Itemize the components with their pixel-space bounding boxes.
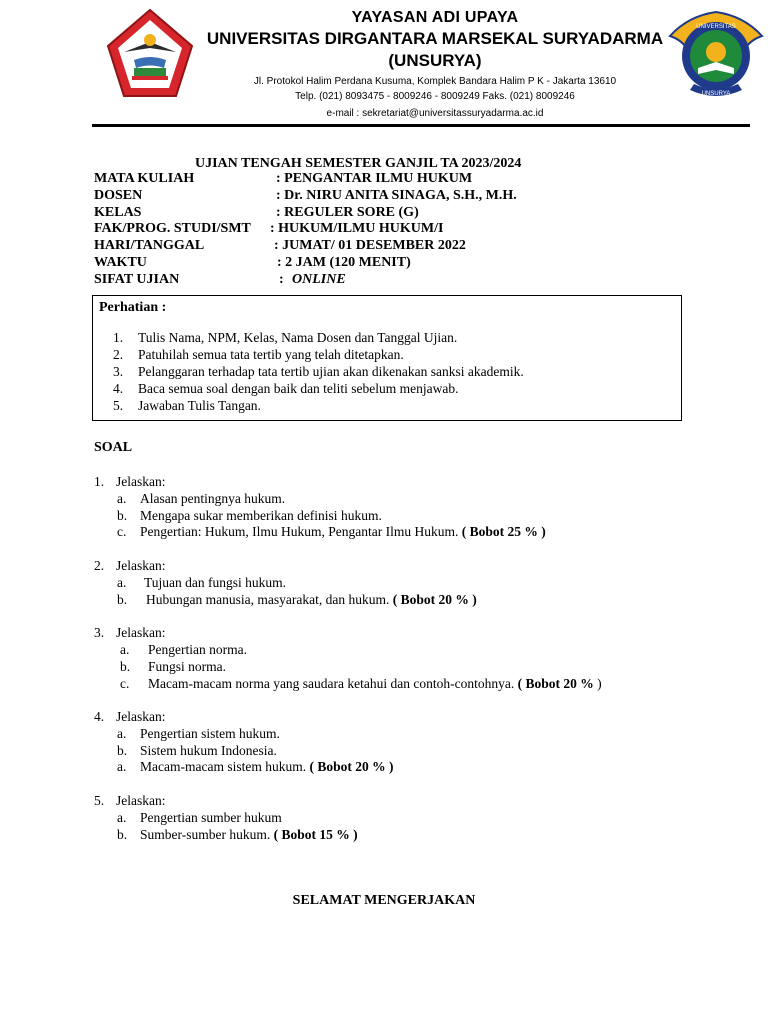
list-item — [93, 381, 681, 398]
list-item — [93, 364, 681, 381]
subitem-text: Sumber-sumber hukum. — [140, 827, 274, 842]
question-subitem — [0, 491, 768, 508]
subitem-text: Tujuan dan fungsi hukum. — [144, 575, 287, 590]
subitem-text: Mengapa sukar memberikan definisi hukum. — [140, 508, 382, 523]
question-subitem — [0, 524, 768, 541]
question-subitem — [0, 743, 768, 760]
subitem-text: Fungsi norma. — [148, 659, 227, 674]
phone-fax-text: Telp. (021) 8093475 - 8009246 - 8009249 Faks. (021) 8009246 — [295, 91, 575, 102]
subitem-letter: a. — [117, 726, 127, 741]
exam-info-label: KELAS — [94, 205, 142, 220]
subitem-letter: a. — [117, 759, 127, 774]
question-number: 5. — [94, 793, 105, 808]
exam-info-value: : Dr. NIRU ANITA SINAGA, S.H., M.H. — [276, 188, 517, 203]
exam-info-value: : 2 JAM (120 MENIT) — [277, 255, 411, 270]
university-seal-icon — [668, 6, 764, 104]
exam-info-value: : HUKUM/ILMU HUKUM/I — [270, 221, 444, 236]
question-subitem — [0, 642, 768, 659]
exam-info-label: HARI/TANGGAL — [94, 238, 205, 253]
weight-label: ( Bobot 20 % ) — [392, 592, 477, 607]
question-text: Jelaskan: — [116, 793, 166, 808]
subitem-letter: a. — [117, 575, 127, 590]
weight-label: ( Bobot 20 % ) — [309, 759, 394, 774]
subitem-text: Pengertian: Hukum, Ilmu Hukum, Pengantar Ilmu Hukum. — [140, 524, 462, 539]
foundation-name: YAYASAN ADI UPAYA — [351, 9, 519, 26]
item-text: Baca semua soal dengan baik dan teliti sebelum menjawab. — [138, 381, 459, 396]
subitem-letter: c. — [117, 524, 127, 539]
question-subitem — [0, 827, 768, 844]
email-text: e-mail : sekretariat@universitassuryadarma.ac.id — [326, 108, 544, 119]
item-text: Tulis Nama, NPM, Kelas, Nama Dosen dan Tanggal Ujian. — [138, 330, 458, 345]
seal-top-text: UNIVERSITAS — [696, 24, 736, 30]
item-text: Pelanggaran terhadap tata tertib ujian akan dikenakan sanksi akademik. — [138, 364, 524, 379]
question-text: Jelaskan: — [116, 625, 166, 640]
weight-label: ( Bobot 15 % ) — [273, 827, 358, 842]
attention-box — [92, 295, 682, 421]
section-title: SOAL — [94, 440, 133, 455]
question-subitem — [0, 759, 768, 776]
subitem-text: Pengertian sumber hukum — [140, 810, 282, 825]
list-item — [93, 398, 681, 415]
university-abbreviation: (UNSURYA) — [388, 51, 482, 70]
item-number: 1. — [113, 330, 124, 345]
subitem-letter: a. — [120, 642, 130, 657]
subitem-letter: b. — [117, 827, 128, 842]
item-text: Jawaban Tulis Tangan. — [138, 398, 261, 413]
question-subitem — [0, 676, 768, 693]
exam-info-label: FAK/PROG. STUDI/SMT — [94, 221, 251, 236]
weight-label-tail: ) — [593, 676, 602, 691]
seal-bottom-text: UNSURYA — [701, 91, 731, 97]
subitem-letter: b. — [117, 743, 128, 758]
subitem-text: Alasan pentingnya hukum. — [140, 491, 286, 506]
subitem-letter: b. — [120, 659, 131, 674]
question-number: 4. — [94, 709, 105, 724]
exam-title: UJIAN TENGAH SEMESTER GANJIL TA 2023/2024 — [195, 156, 522, 171]
question-subitem — [0, 508, 768, 525]
question-subitem — [0, 810, 768, 827]
question-number: 1. — [94, 474, 105, 489]
subitem-text: Sistem hukum Indonesia. — [140, 743, 277, 758]
weight-label: ( Bobot 20 % — [517, 676, 594, 691]
weight-label: ( Bobot 25 % ) — [461, 524, 546, 539]
university-name: UNIVERSITAS DIRGANTARA MARSEKAL SURYADARMA — [206, 29, 664, 48]
exam-info-value: : PENGANTAR ILMU HUKUM — [276, 171, 473, 186]
question-number: 2. — [94, 558, 105, 573]
item-number: 2. — [113, 347, 124, 362]
question-subitem — [0, 659, 768, 676]
question-text: Jelaskan: — [116, 558, 166, 573]
exam-info-label: MATA KULIAH — [94, 171, 195, 186]
exam-info-value: ONLINE — [292, 272, 346, 287]
question-text: Jelaskan: — [116, 709, 166, 724]
exam-info-colon: : — [279, 272, 284, 287]
question-subitem — [0, 575, 768, 592]
item-number: 4. — [113, 381, 124, 396]
item-text: Patuhilah semua tata tertib yang telah ditetapkan. — [138, 347, 404, 362]
item-number: 3. — [113, 364, 124, 379]
exam-info-label: WAKTU — [94, 255, 147, 270]
subitem-letter: c. — [120, 676, 130, 691]
list-item — [93, 347, 681, 364]
subitem-text: Macam-macam norma yang saudara ketahui dan contoh-contohnya. — [148, 676, 518, 691]
subitem-letter: b. — [117, 508, 128, 523]
letterhead-divider — [92, 124, 750, 127]
item-number: 5. — [113, 398, 124, 413]
subitem-text: Hubungan manusia, masyarakat, dan hukum. — [146, 592, 393, 607]
subitem-text: Pengertian sistem hukum. — [140, 726, 280, 741]
attention-list — [93, 330, 681, 415]
subitem-letter: a. — [117, 491, 127, 506]
subitem-text: Macam-macam sistem hukum. — [140, 759, 310, 774]
question-subitem — [0, 726, 768, 743]
closing-text: SELAMAT MENGERJAKAN — [292, 893, 476, 908]
exam-info-value: : REGULER SORE (G) — [276, 205, 419, 220]
subitem-letter: b. — [117, 592, 128, 607]
exam-info-value: : JUMAT/ 01 DESEMBER 2022 — [274, 238, 466, 253]
exam-info-label: SIFAT UJIAN — [94, 272, 180, 287]
question-number: 3. — [94, 625, 105, 640]
subitem-text: Pengertian norma. — [148, 642, 247, 657]
exam-info-label: DOSEN — [94, 188, 143, 203]
address-text: Jl. Protokol Halim Perdana Kusuma, Komplek Bandara Halim P K - Jakarta 13610 — [253, 76, 617, 87]
question-subitem — [0, 592, 768, 609]
left-crest-icon — [104, 8, 196, 100]
list-item — [93, 330, 681, 347]
attention-title: Perhatian : — [99, 300, 167, 315]
question-text: Jelaskan: — [116, 474, 166, 489]
subitem-letter: a. — [117, 810, 127, 825]
